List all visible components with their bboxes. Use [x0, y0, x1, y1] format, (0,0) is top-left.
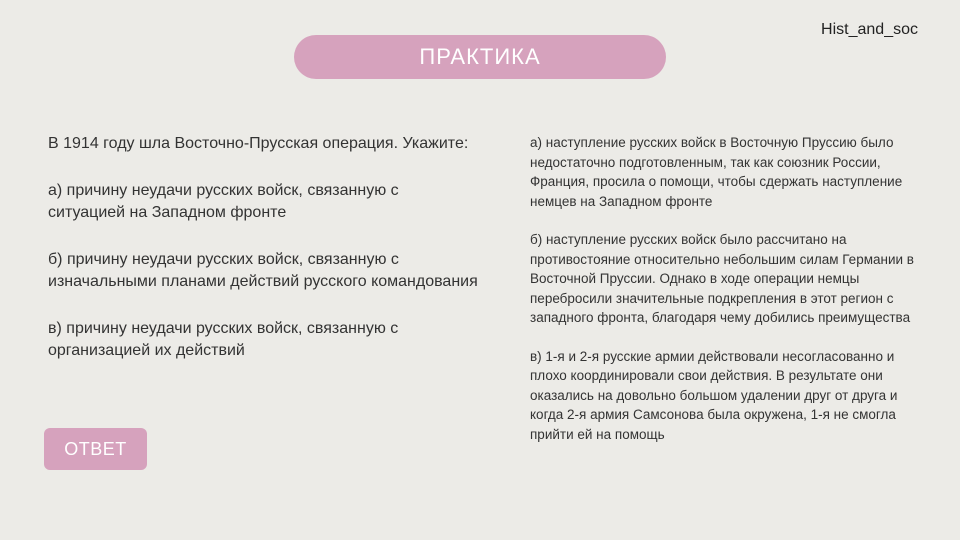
- question-panel: [48, 133, 478, 387]
- question-item-b: б) причину неудачи русских войск, связанную с изначальными планами действий русского командования: [48, 250, 478, 290]
- answer-item-c: в) 1-я и 2-я русские армии действовали несогласованно и плохо координировали свои действия. В результате они оказались на довольно большом удалении друг от друга и когда 2-я армия Самсонова была окружена, 1-я не смогла прийти ей на помощь: [530, 348, 898, 442]
- answer-button[interactable]: ОТВЕТ: [44, 428, 147, 470]
- question-item-a: а) причину неудачи русских войск, связанную с ситуацией на Западном фронте: [48, 181, 399, 221]
- question-item-c: в) причину неудачи русских войск, связанную с организацией их действий: [48, 319, 399, 359]
- answer-item-b: б) наступление русских войск было рассчитано на противостояние относительно небольшим силам Германии в Восточной Пруссии. Однако в ходе операции немцы перебросили значительные подкрепления в этот регион с западного фронта, благодаря чему добились преимущества: [530, 232, 914, 325]
- question-intro: В 1914 году шла Восточно-Прусская операция. Укажите:: [48, 135, 469, 152]
- brand-label: Hist_and_soc: [821, 21, 918, 38]
- page-title: ПРАКТИКА: [294, 35, 666, 79]
- answer-item-a: а) наступление русских войск в Восточную Пруссию было недостаточно подготовленным, так как союзник России, Франция, просила о помощи, чтобы сдержать наступление немцев на Западном фронте: [530, 135, 903, 209]
- answer-panel: [530, 133, 930, 463]
